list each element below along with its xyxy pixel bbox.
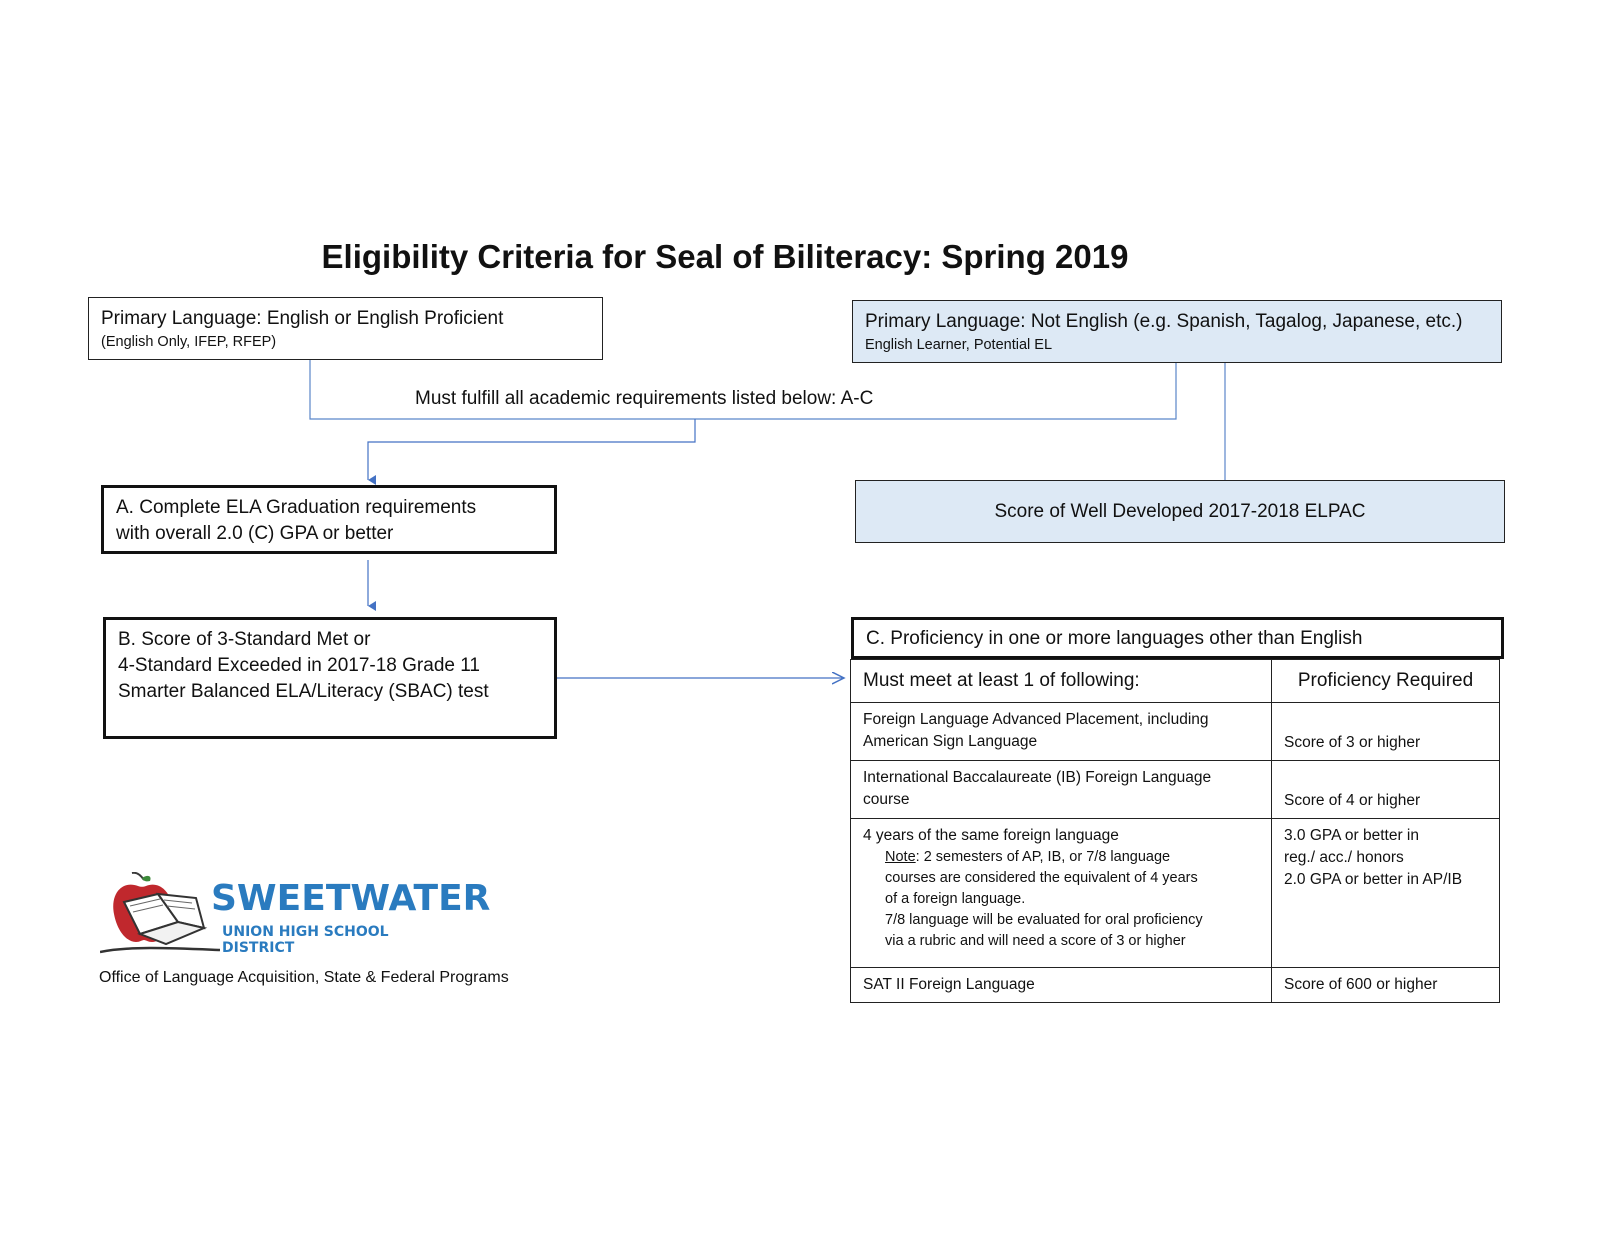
table-cell-criterion (851, 761, 1272, 819)
req-b-line2: 4-Standard Exceeded in 2017-18 Grade 11 (118, 655, 480, 676)
logo-wordmark: SWEETWATER (211, 878, 491, 919)
table-row (851, 761, 1500, 819)
criterion-line: International Baccalaureate (IB) Foreign Language (863, 769, 1212, 786)
table-cell-criterion (851, 703, 1272, 761)
right-primary-box (852, 300, 1502, 363)
table-cell-criterion (851, 819, 1272, 968)
table-row (851, 968, 1500, 1003)
criterion-line: Foreign Language Advanced Placement, including (863, 711, 1209, 728)
criterion-line: course (863, 791, 910, 808)
req-b-box (103, 617, 557, 739)
note-line: 7/8 language will be evaluated for oral proficiency (885, 912, 1203, 928)
elpac-box (855, 480, 1505, 543)
requirement-line: 2.0 GPA or better in AP/IB (1284, 871, 1463, 888)
elpac-text: Score of Well Developed 2017-2018 ELPAC (994, 500, 1366, 522)
table-row (851, 703, 1500, 761)
office-caption: Office of Language Acquisition, State & Federal Programs (99, 969, 509, 986)
note-line: : 2 semesters of AP, IB, or 7/8 language (915, 849, 1171, 865)
logo-subtitle: UNION HIGH SCHOOL DISTRICT (222, 924, 389, 956)
right-primary-heading: Primary Language: Not English (e.g. Spanish, Tagalog, Japanese, etc.) (865, 311, 1463, 332)
req-c-text: C. Proficiency in one or more languages other than English (866, 628, 1363, 649)
req-a-line2: with overall 2.0 (C) GPA or better (116, 523, 394, 544)
req-a-box (101, 485, 557, 554)
district-logo (100, 872, 491, 962)
note-label: Note (885, 849, 916, 865)
table-header-proficiency: Proficiency Required (1272, 660, 1500, 703)
req-b-line3: Smarter Balanced ELA/Literacy (SBAC) test (118, 681, 489, 702)
right-primary-sub: English Learner, Potential EL (865, 337, 1053, 353)
table-cell-criterion: SAT II Foreign Language (851, 968, 1272, 1003)
table-header-criteria: Must meet at least 1 of following: (851, 660, 1272, 703)
req-a-line1: A. Complete ELA Graduation requirements (116, 497, 477, 518)
connector-label: Must fulfill all academic requirements listed below: A-C (415, 388, 874, 409)
left-primary-sub: (English Only, IFEP, RFEP) (101, 334, 277, 350)
connector-to-a (368, 419, 695, 480)
table-cell-requirement (1272, 819, 1500, 968)
note-line: via a rubric and will need a score of 3 or higher (885, 933, 1186, 949)
proficiency-table (850, 659, 1500, 1003)
criterion-line: 4 years of the same foreign language (863, 827, 1119, 844)
table-row (851, 819, 1500, 968)
table-cell-requirement: Score of 600 or higher (1272, 968, 1500, 1003)
criterion-line: American Sign Language (863, 733, 1038, 750)
requirement-line: reg./ acc./ honors (1284, 849, 1404, 866)
note-line: of a foreign language. (885, 891, 1026, 907)
req-b-line1: B. Score of 3-Standard Met or (118, 629, 371, 650)
page-title: Eligibility Criteria for Seal of Biliteracy: Spring 2019 (321, 238, 1129, 275)
criterion-note (863, 847, 1259, 952)
left-primary-heading: Primary Language: English or English Proficient (101, 308, 504, 329)
apple-book-icon (100, 872, 220, 962)
req-c-box (851, 617, 1504, 659)
table-cell-requirement: Score of 4 or higher (1272, 761, 1500, 819)
note-line: courses are considered the equivalent of 4 years (885, 870, 1198, 886)
table-header-row (851, 660, 1500, 703)
table-cell-requirement: Score of 3 or higher (1272, 703, 1500, 761)
requirement-line: 3.0 GPA or better in (1284, 827, 1419, 844)
left-primary-box (88, 297, 603, 360)
